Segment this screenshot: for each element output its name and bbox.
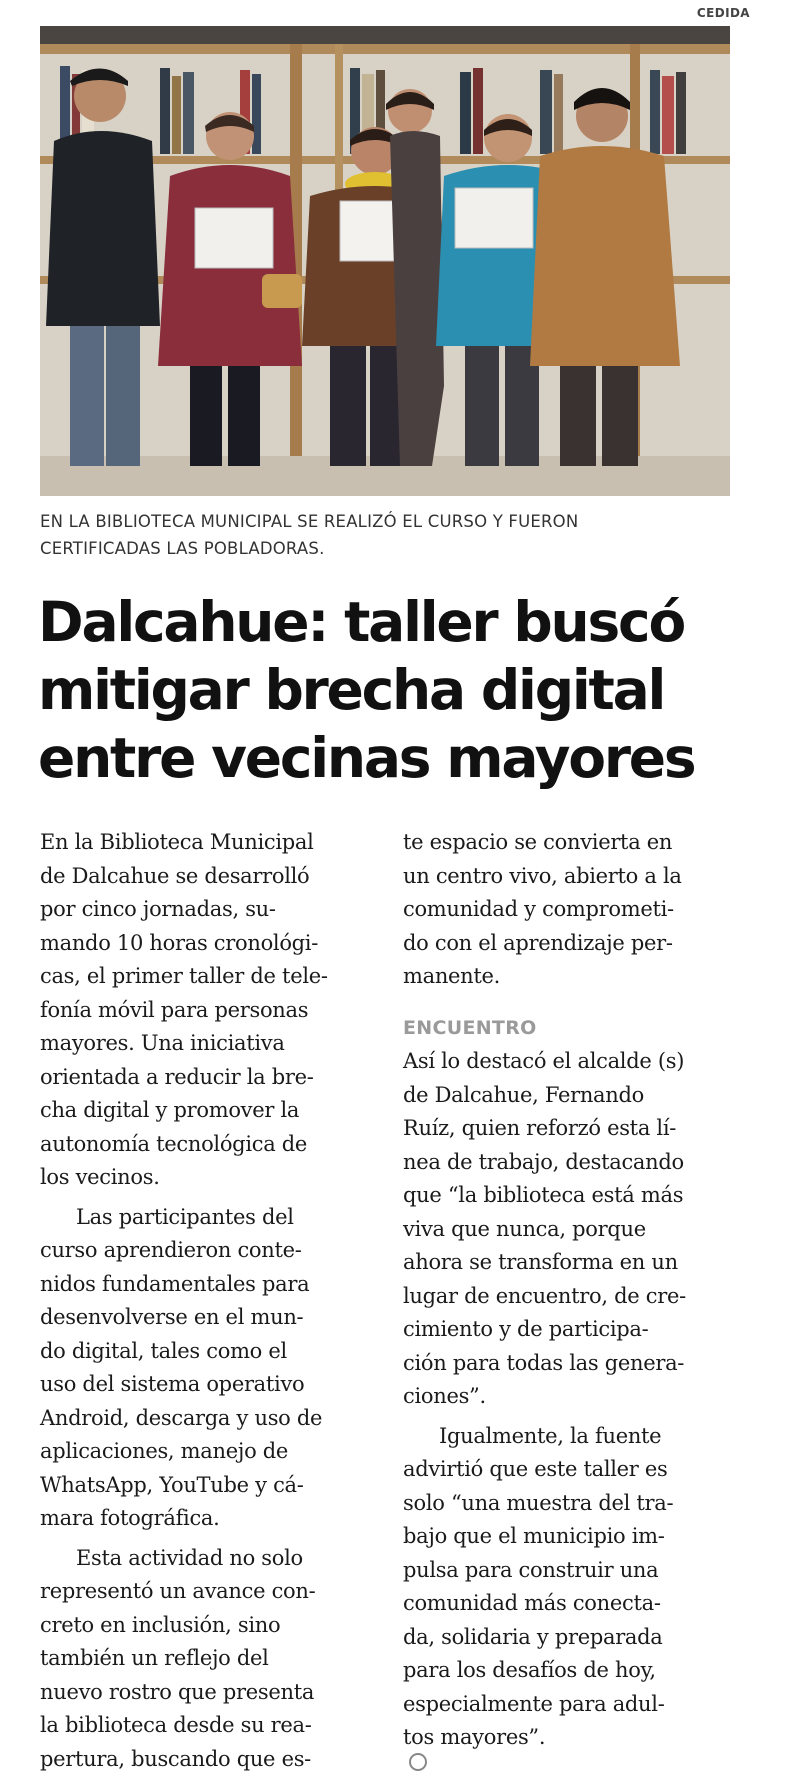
body-line: Ruíz, quien reforzó esta lí-: [403, 1112, 733, 1146]
body-line: solo “una muestra del tra-: [403, 1487, 733, 1521]
headline: [38, 588, 758, 792]
body-line: ciones”.: [403, 1380, 733, 1414]
body-line: desenvolverse en el mun-: [40, 1301, 370, 1335]
body-line: por cinco jornadas, su-: [40, 893, 370, 927]
headline-line: Dalcahue: taller buscó: [38, 588, 758, 656]
body-line: Así lo destacó el alcalde (s): [403, 1045, 733, 1079]
body-line: que “la biblioteca está más: [403, 1179, 733, 1213]
body-line-last: [403, 1721, 733, 1773]
body-line: representó un avance con-: [40, 1575, 370, 1609]
body-line: pulsa para construir una: [403, 1554, 733, 1588]
end-mark-icon: [409, 1753, 427, 1771]
body-line: pertura, buscando que es-: [40, 1743, 370, 1776]
body-column-left: [40, 826, 370, 1776]
body-line: comunidad más conecta-: [403, 1587, 733, 1621]
body-line: mara fotográfica.: [40, 1502, 370, 1536]
body-line: Igualmente, la fuente: [403, 1420, 733, 1454]
body-line: nuevo rostro que presenta: [40, 1676, 370, 1710]
body-line: do con el aprendizaje per-: [403, 927, 733, 961]
body-line: cha digital y promover la: [40, 1094, 370, 1128]
body-line: te espacio se convierta en: [403, 826, 733, 860]
body-line: curso aprendieron conte-: [40, 1234, 370, 1268]
body-line: especialmente para adul-: [403, 1688, 733, 1722]
photo-credit: CEDIDA: [674, 6, 750, 20]
body-line: orientada a reducir la bre-: [40, 1061, 370, 1095]
article-photo: [40, 26, 730, 496]
body-line: viva que nunca, porque: [403, 1213, 733, 1247]
body-line: Android, descarga y uso de: [40, 1402, 370, 1436]
body-line: En la Biblioteca Municipal: [40, 826, 370, 860]
body-line: cas, el primer taller de tele-: [40, 960, 370, 994]
body-line: ción para todas las genera-: [403, 1347, 733, 1381]
body-line: mando 10 horas cronológi-: [40, 927, 370, 961]
body-line: comunidad y comprometi-: [403, 893, 733, 927]
caption-line: EN LA BIBLIOTECA MUNICIPAL SE REALIZÓ EL CURSO Y FUERON: [40, 508, 740, 535]
body-line: Las participantes del: [40, 1201, 370, 1235]
subheading-encuentro: ENCUENTRO: [403, 1012, 733, 1046]
body-line: tos mayores”.: [403, 1725, 545, 1749]
body-line: autonomía tecnológica de: [40, 1128, 370, 1162]
body-line: nea de trabajo, destacando: [403, 1146, 733, 1180]
body-line: do digital, tales como el: [40, 1335, 370, 1369]
headline-line: entre vecinas mayores: [38, 724, 758, 792]
body-line: aplicaciones, manejo de: [40, 1435, 370, 1469]
headline-line: mitigar brecha digital: [38, 656, 758, 724]
body-line: también un reflejo del: [40, 1642, 370, 1676]
photo-illustration: [40, 26, 730, 496]
body-line: manente.: [403, 960, 733, 994]
body-line: un centro vivo, abierto a la: [403, 860, 733, 894]
body-line: ahora se transforma en un: [403, 1246, 733, 1280]
body-line: creto en inclusión, sino: [40, 1609, 370, 1643]
body-line: fonía móvil para personas: [40, 994, 370, 1028]
body-line: mayores. Una iniciativa: [40, 1027, 370, 1061]
body-line: bajo que el municipio im-: [403, 1520, 733, 1554]
body-line: WhatsApp, YouTube y cá-: [40, 1469, 370, 1503]
body-line: la biblioteca desde su rea-: [40, 1709, 370, 1743]
body-line: de Dalcahue, Fernando: [403, 1079, 733, 1113]
body-line: da, solidaria y preparada: [403, 1621, 733, 1655]
body-line: uso del sistema operativo: [40, 1368, 370, 1402]
caption-line: CERTIFICADAS LAS POBLADORAS.: [40, 535, 740, 562]
body-line: de Dalcahue se desarrolló: [40, 860, 370, 894]
body-line: Esta actividad no solo: [40, 1542, 370, 1576]
body-line: lugar de encuentro, de cre-: [403, 1280, 733, 1314]
body-line: advirtió que este taller es: [403, 1453, 733, 1487]
photo-caption: [40, 508, 740, 562]
body-line: cimiento y de participa-: [403, 1313, 733, 1347]
body-column-right: [403, 826, 733, 1773]
body-line: nidos fundamentales para: [40, 1268, 370, 1302]
body-line: los vecinos.: [40, 1161, 370, 1195]
body-line: para los desafíos de hoy,: [403, 1654, 733, 1688]
